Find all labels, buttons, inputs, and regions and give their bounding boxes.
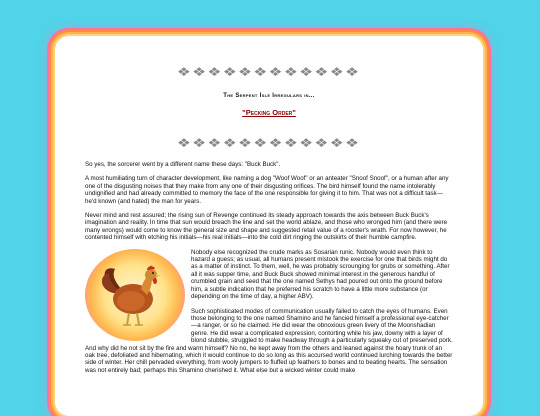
- series-line: The Serpent Isle Irregulars in...: [223, 93, 315, 99]
- paragraph: Nobody else recognized the crude marks as Sosarian runic. Nobody would even think to hazard a guess; as usual, all humans present mistook the exercise for one that birds might do as a matter of instinct. To them, well, he was probably scrounging for grubs or something. After all it was supper time, and Buck Buck showed minimal interest in the generous handful of crumbled grain and seed that the one named Sethys had poured out onto the ground before him, a subtle indication that he preferred his scratch to have a little more substance (or depending on the time of day, a higher ABV).: [191, 248, 450, 301]
- rooster-illustration: [85, 249, 185, 341]
- ornament-divider-bottom: [55, 136, 483, 150]
- rooster-icon: [97, 259, 173, 331]
- page-frame: [55, 36, 483, 416]
- paragraph: So yes, the sorcerer went by a different name these days: "Buck Buck".: [85, 161, 281, 168]
- story-body: [85, 161, 453, 381]
- paragraph: Never mind and rest assured; the rising sun of Revenge continued its steady approach towards the axis between Buck Buck's imagination and reality. In time that sun would breach the line and set the world ablaze, and those who wronged him (and there were many wrongs) would come to know the general size and shape and suggested retail value of a rooster's wrath. For now however, he contented himself with etching his initials—his real initials—into the cold dirt ringing the outskirts of their humble campfire.: [85, 212, 448, 242]
- paragraph: A most humiliating turn of character development, like naming a dog "Woof Woof" or an anteater "Snoof Snoof", or a human after any one of the disgusting noises that they make from any one of their disgusting orifices. The bird himself found the name intolerably undignified and had already committed to memory the face of the one responsible for giving it to him. That was not a difficult task—he'd known (and hated) the man for years.: [85, 175, 449, 205]
- ornament-divider-top: [55, 65, 483, 79]
- diamond-divider-icon: ❖❖❖❖❖❖❖❖❖❖❖❖: [177, 65, 361, 79]
- diamond-divider-icon: ❖❖❖❖❖❖❖❖❖❖❖❖: [177, 136, 361, 150]
- story-title: "Pecking Order": [242, 108, 296, 117]
- paragraph: Such sophisticated modes of communication usually failed to catch the eyes of humans. Even those belonging to the one named Shamino and he fancied himself a professional eye-catcher—a ranger, or so he claimed. He did wear the obnoxious green livery of the Moonshadian genre. He did wear a complicated expression, contorting while his jaw, downy with a layer of blond stubble, struggled to make headway through a particularly squeaky cut of preserved pork. And why did he not sit by the fire and warm himself? No no, he kept away from the others and leaned against the hoary trunk of an oak tree, defoliated and hibernating, which it would continue to do so long as this accursed world continued lurching towards the better side of winter. Her chill pervaded everything, from wooly jumpers to fluffed up feathers to bones and to beating hearts. The sensation was not entirely bad; perhaps this Shamino cherished it. What else but a wicked winter could make: [85, 307, 453, 374]
